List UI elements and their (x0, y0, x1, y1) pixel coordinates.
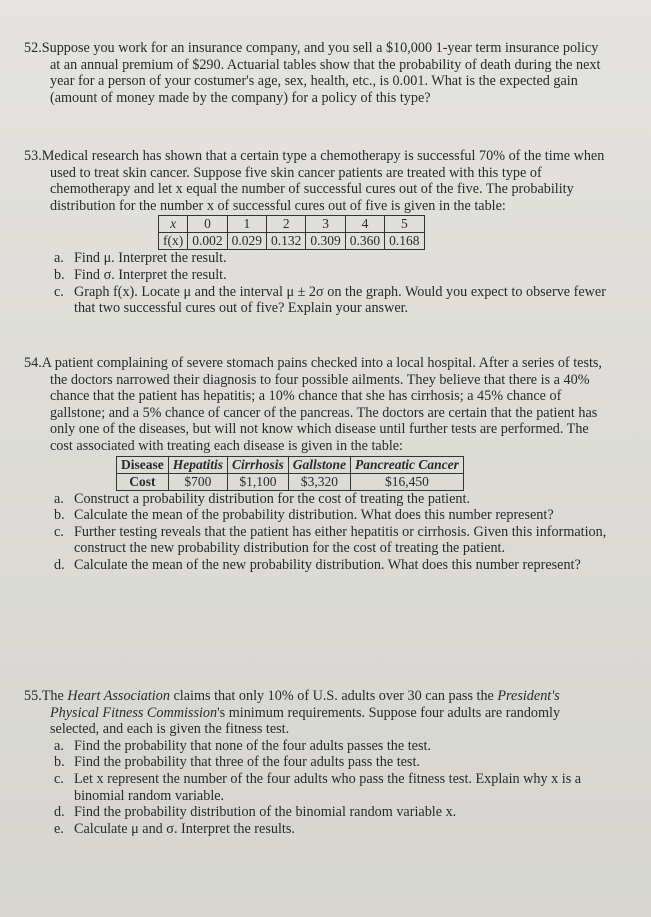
table-row-label: x (159, 216, 188, 233)
part-text: Find μ. Interpret the result. (74, 250, 227, 267)
part-text: Find the probability distribution of the binomial random variable x. (74, 804, 457, 821)
table-cell: 0.002 (188, 233, 227, 250)
part-text: Find the probability that three of the four adults pass the test. (74, 754, 420, 771)
part-letter: d. (54, 556, 65, 573)
problem-53-parts (24, 250, 611, 316)
problem-52 (24, 40, 611, 106)
list-item (24, 804, 611, 821)
part-text: Find σ. Interpret the result. (74, 266, 227, 283)
list-item (24, 771, 611, 804)
list-item (24, 557, 611, 574)
table-cell: 0.168 (385, 233, 424, 250)
organization-name: Heart Association (67, 688, 170, 704)
part-text: Calculate the mean of the probability distribution. What does this number represent? (74, 507, 554, 524)
part-text: Graph f(x). Locate μ and the interval μ ± 2σ on the graph. Would you expect to observe fewer that two successful cures out of five? Explain your answer. (74, 283, 606, 317)
problem-number: 52. (24, 40, 42, 56)
part-letter: c. (54, 523, 64, 540)
table-cell: $16,450 (351, 473, 464, 490)
problem-54 (24, 355, 611, 574)
problem-53 (24, 148, 611, 317)
part-letter: a. (54, 250, 64, 267)
problem-body: Medical research has shown that a certain type a chemotherapy is successful 70% of the time when used to treat skin cancer. Suppose five skin cancer patients are treated with this type of chemotherapy and let x equal the number of successful cures out of the five. The probability distribution for the number x of successful cures out of five is given in the table: (41, 148, 605, 214)
table-row (159, 216, 425, 233)
table-cell: 5 (385, 216, 424, 233)
table-cell: 4 (345, 216, 384, 233)
part-letter: b. (54, 266, 65, 283)
problem-body: A patient complaining of severe stomach pains checked into a local hospital. After a series of tests, the doctors narrowed their diagnosis to four possible ailments. They believe that there is a 40% chance that the patient has hepatitis; a 10% chance that she has cirrhosis; a 45% chance of gallstone; and a 5% chance of cancer of the pancreas. The doctors are certain that the patient has only one of the diseases, but will not know which disease until further tests are performed. The cost associated with treating each disease is given in the table: (41, 355, 602, 454)
problem-number: 53. (24, 148, 42, 164)
table-cell: $3,320 (288, 473, 350, 490)
table-row-label: Cost (117, 473, 169, 490)
part-letter: b. (54, 754, 65, 771)
table-cell: $1,100 (228, 473, 289, 490)
problem-55 (24, 688, 611, 837)
table-row (117, 456, 464, 473)
problem-55-parts (24, 738, 611, 838)
problem-54-parts (24, 491, 611, 574)
problem-55-text (24, 688, 611, 738)
table-cell: 1 (227, 216, 266, 233)
problem-body: 's minimum requirements. Suppose four adults are randomly selected, and each is given the fitness test. (50, 704, 561, 738)
part-letter: c. (54, 770, 64, 787)
part-text: Calculate μ and σ. Interpret the results. (74, 820, 295, 837)
problem-54-text (24, 355, 611, 455)
list-item (24, 491, 611, 508)
part-letter: b. (54, 507, 65, 524)
table-header-cell: Pancreatic Cancer (351, 456, 464, 473)
table-cell: 0.360 (345, 233, 384, 250)
problem-number: 55. (24, 688, 42, 704)
part-letter: d. (54, 804, 65, 821)
list-item (24, 250, 611, 267)
table-row (159, 233, 425, 250)
problem-body: The (41, 688, 68, 704)
problem-number: 54. (24, 355, 42, 371)
table-cell: 0.029 (227, 233, 266, 250)
table-header-cell: Hepatitis (168, 456, 227, 473)
part-text: Calculate the mean of the new probability distribution. What does this number represent? (74, 556, 581, 573)
part-text: Construct a probability distribution for the cost of treating the patient. (74, 490, 470, 507)
list-item (24, 821, 611, 838)
list-item (24, 738, 611, 755)
part-letter: a. (54, 490, 64, 507)
list-item (24, 267, 611, 284)
list-item (24, 524, 611, 557)
table-header-cell: Gallstone (288, 456, 350, 473)
list-item (24, 507, 611, 524)
problem-52-text (24, 40, 611, 106)
table-cell: 0.132 (267, 233, 306, 250)
table-header-cell: Cirrhosis (228, 456, 289, 473)
problem-body: Suppose you work for an insurance company, and you sell a $10,000 1-year term insurance policy at an annual premium of $290. Actuarial tables show that the probability of death during the next year for a person of your costumer's age, sex, health, etc., is 0.001. What is the expected gain (amount of money made by the company) for a policy of this type? (41, 40, 601, 106)
table-cell: 0 (188, 216, 227, 233)
table-row-label: Disease (117, 456, 169, 473)
disease-cost-table (116, 456, 464, 491)
problem-body: claims that only 10% of U.S. adults over 30 can pass the (169, 688, 498, 704)
part-letter: c. (54, 283, 64, 300)
part-text: Find the probability that none of the four adults passes the test. (74, 737, 431, 754)
table-cell: 2 (267, 216, 306, 233)
table-cell: 3 (306, 216, 345, 233)
part-letter: e. (54, 820, 64, 837)
part-text: Let x represent the number of the four adults who pass the fitness test. Explain why x is a binomial random variable. (74, 770, 582, 804)
part-text: Further testing reveals that the patient has either hepatitis or cirrhosis. Given this information, construct the new probability distribution for the cost of treating the patient. (74, 523, 607, 557)
problem-53-text (24, 148, 611, 214)
list-item (24, 284, 611, 317)
commission-name: President's Physical Fitness Commission (50, 688, 560, 721)
list-item (24, 754, 611, 771)
table-cell: $700 (168, 473, 227, 490)
part-letter: a. (54, 737, 64, 754)
cure-probability-table (158, 215, 425, 250)
table-cell: 0.309 (306, 233, 345, 250)
table-row (117, 473, 464, 490)
table-row-label: f(x) (159, 233, 188, 250)
